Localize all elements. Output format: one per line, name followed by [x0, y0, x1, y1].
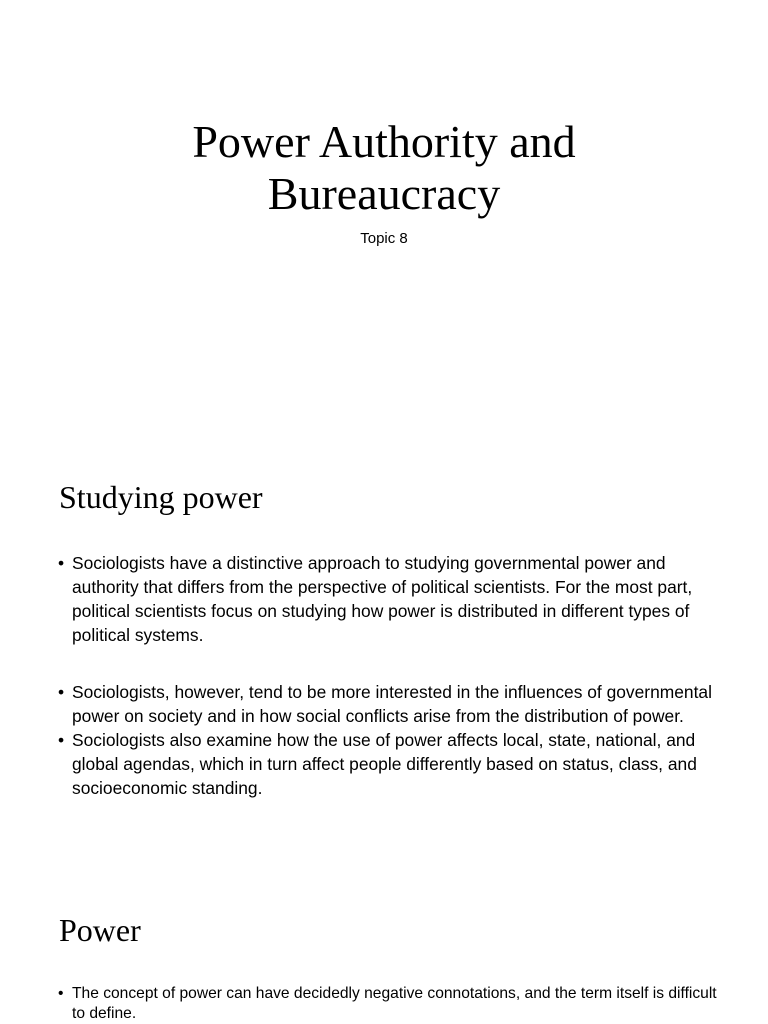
title-line-1: Power Authority and: [192, 116, 576, 167]
slide-heading: Power: [59, 912, 141, 948]
bullet-text: Sociologists also examine how the use of power affects local, state, national, and global agendas, which in turn affect people differently based on status, class, and socioeconomic standing.: [72, 730, 697, 798]
list-item: [58, 551, 723, 647]
presentation-title: [0, 116, 768, 220]
bullet-text: The concept of power can have decidedly negative connotations, and the term itself is difficult to define.: [72, 985, 717, 1022]
studying-power-slide: [0, 430, 768, 880]
power-slide: [0, 880, 768, 1024]
list-item: [58, 680, 723, 728]
bullet-text: Sociologists, however, tend to be more interested in the influences of governmental power on society and in how social conflicts arise from the distribution of power.: [72, 682, 712, 726]
bullet-icon: •: [58, 730, 65, 750]
title-slide: [0, 0, 768, 430]
bullet-icon: •: [58, 985, 64, 1002]
bullet-icon: •: [58, 553, 65, 573]
bullet-list: [58, 551, 723, 800]
list-item: [58, 728, 723, 800]
bullet-icon: •: [58, 682, 65, 702]
slide-heading: Studying power: [59, 479, 263, 515]
bullet-list: [58, 984, 723, 1024]
title-line-2: Bureaucracy: [267, 168, 501, 219]
presentation-subtitle: Topic 8: [360, 230, 408, 247]
bullet-text: Sociologists have a distinctive approach to studying governmental power and authority that differs from the perspective of political scientists. For the most part, political scientists focus on studying how power is distributed in different types of political systems.: [72, 553, 693, 645]
list-item: [58, 984, 723, 1024]
